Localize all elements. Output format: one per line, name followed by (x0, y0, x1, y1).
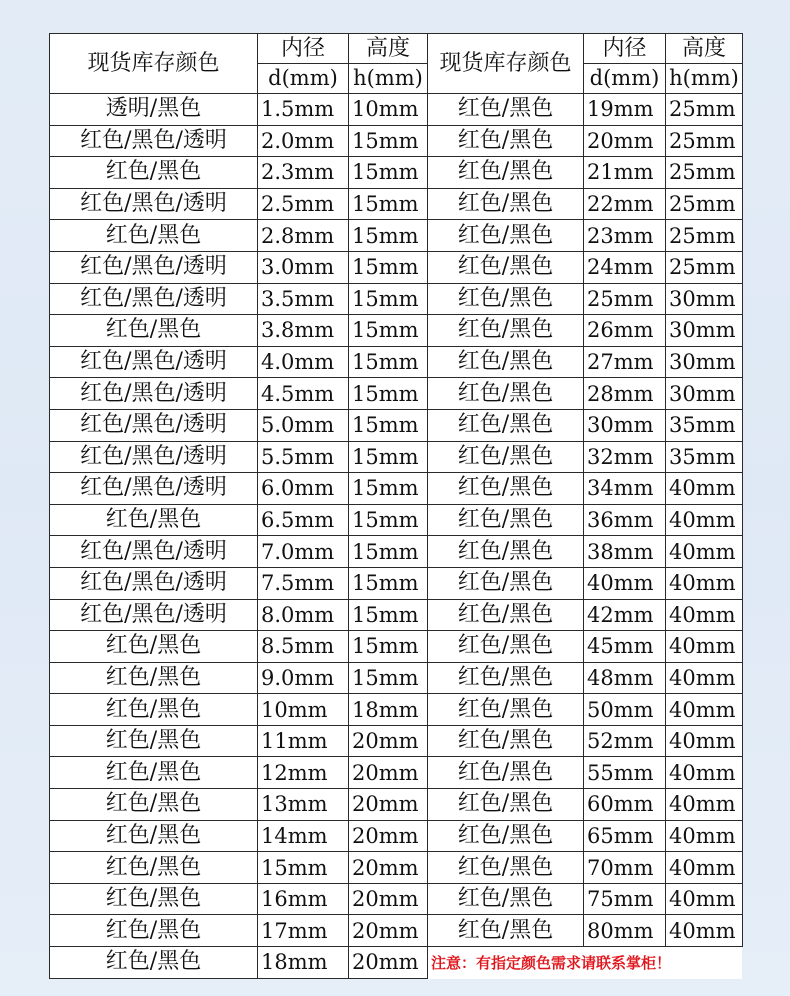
left-color-cell: 红色/黑色 (50, 694, 258, 726)
left-diameter-cell: 10mm (258, 694, 349, 726)
header-right-color: 现货库存颜色 (428, 34, 584, 94)
left-diameter-cell: 5.0mm (258, 409, 349, 441)
header-right-height: 高度 (666, 34, 743, 64)
left-diameter-cell: 12mm (258, 757, 349, 789)
table-row (50, 315, 743, 347)
left-color-cell: 红色/黑色 (50, 789, 258, 821)
header-left-height: 高度 (349, 34, 428, 64)
left-diameter-cell: 11mm (258, 725, 349, 757)
size-table-body (50, 34, 743, 979)
left-height-cell: 20mm (349, 852, 428, 884)
right-diameter-cell: 75mm (584, 883, 666, 915)
left-diameter-cell: 1.5mm (258, 94, 349, 126)
right-color-cell: 红色/黑色 (428, 915, 584, 947)
right-height-cell: 25mm (666, 125, 743, 157)
left-diameter-cell: 3.0mm (258, 251, 349, 283)
right-diameter-cell: 34mm (584, 473, 666, 505)
right-diameter-cell: 38mm (584, 536, 666, 568)
right-color-cell: 红色/黑色 (428, 662, 584, 694)
left-color-cell: 红色/黑色 (50, 315, 258, 347)
table-row (50, 567, 743, 599)
left-height-cell: 20mm (349, 883, 428, 915)
right-height-cell: 40mm (666, 757, 743, 789)
table-row (50, 251, 743, 283)
right-diameter-cell: 42mm (584, 599, 666, 631)
left-diameter-cell: 18mm (258, 947, 349, 979)
table-row (50, 820, 743, 852)
left-diameter-cell: 13mm (258, 789, 349, 821)
right-color-cell: 红色/黑色 (428, 346, 584, 378)
left-diameter-cell: 7.0mm (258, 536, 349, 568)
right-diameter-cell: 40mm (584, 567, 666, 599)
right-height-cell: 30mm (666, 315, 743, 347)
right-diameter-cell: 20mm (584, 125, 666, 157)
left-height-cell: 10mm (349, 94, 428, 126)
table-row (50, 283, 743, 315)
header-left-color: 现货库存颜色 (50, 34, 258, 94)
left-diameter-cell: 2.8mm (258, 220, 349, 252)
right-color-cell: 红色/黑色 (428, 188, 584, 220)
left-color-cell: 红色/黑色/透明 (50, 599, 258, 631)
right-diameter-cell: 45mm (584, 631, 666, 663)
table-row (50, 662, 743, 694)
left-diameter-cell: 2.0mm (258, 125, 349, 157)
right-diameter-cell: 50mm (584, 694, 666, 726)
left-height-cell: 15mm (349, 346, 428, 378)
left-height-cell: 15mm (349, 409, 428, 441)
table-row (50, 346, 743, 378)
right-color-cell: 红色/黑色 (428, 852, 584, 884)
left-height-cell: 15mm (349, 536, 428, 568)
right-height-cell: 25mm (666, 188, 743, 220)
left-diameter-cell: 4.5mm (258, 378, 349, 410)
left-color-cell: 红色/黑色 (50, 220, 258, 252)
right-color-cell: 红色/黑色 (428, 599, 584, 631)
left-height-cell: 15mm (349, 631, 428, 663)
left-diameter-cell: 6.0mm (258, 473, 349, 505)
left-height-cell: 20mm (349, 820, 428, 852)
header-right-height-unit: h(mm) (666, 64, 743, 94)
right-height-cell: 40mm (666, 599, 743, 631)
left-diameter-cell: 3.8mm (258, 315, 349, 347)
right-diameter-cell: 55mm (584, 757, 666, 789)
left-color-cell: 红色/黑色/透明 (50, 536, 258, 568)
left-height-cell: 15mm (349, 378, 428, 410)
left-diameter-cell: 14mm (258, 820, 349, 852)
right-height-cell: 35mm (666, 441, 743, 473)
left-color-cell: 红色/黑色 (50, 725, 258, 757)
left-color-cell: 红色/黑色 (50, 757, 258, 789)
header-left-diameter: 内径 (258, 34, 349, 64)
left-color-cell: 红色/黑色 (50, 852, 258, 884)
right-height-cell: 40mm (666, 852, 743, 884)
right-color-cell: 红色/黑色 (428, 883, 584, 915)
right-height-cell: 40mm (666, 536, 743, 568)
header-left-diameter-unit: d(mm) (258, 64, 349, 94)
right-color-cell: 红色/黑色 (428, 694, 584, 726)
left-color-cell: 红色/黑色 (50, 631, 258, 663)
left-height-cell: 15mm (349, 157, 428, 189)
left-color-cell: 红色/黑色/透明 (50, 409, 258, 441)
right-color-cell: 红色/黑色 (428, 536, 584, 568)
left-color-cell: 红色/黑色 (50, 883, 258, 915)
table-row-last (50, 947, 743, 979)
left-height-cell: 15mm (349, 441, 428, 473)
left-height-cell: 15mm (349, 315, 428, 347)
left-height-cell: 15mm (349, 251, 428, 283)
right-color-cell: 红色/黑色 (428, 473, 584, 505)
left-height-cell: 15mm (349, 567, 428, 599)
left-height-cell: 15mm (349, 504, 428, 536)
table-row (50, 473, 743, 505)
left-height-cell: 20mm (349, 789, 428, 821)
right-height-cell: 40mm (666, 915, 743, 947)
right-diameter-cell: 22mm (584, 188, 666, 220)
right-diameter-cell: 52mm (584, 725, 666, 757)
left-color-cell: 红色/黑色/透明 (50, 125, 258, 157)
right-color-cell: 红色/黑色 (428, 251, 584, 283)
right-height-cell: 25mm (666, 220, 743, 252)
right-color-cell: 红色/黑色 (428, 789, 584, 821)
right-height-cell: 35mm (666, 409, 743, 441)
right-diameter-cell: 80mm (584, 915, 666, 947)
table-row (50, 441, 743, 473)
right-height-cell: 40mm (666, 883, 743, 915)
table-row (50, 631, 743, 663)
stock-color-note: 注意：有指定颜色需求请联系掌柜！ (428, 947, 743, 979)
left-height-cell: 15mm (349, 188, 428, 220)
right-color-cell: 红色/黑色 (428, 157, 584, 189)
table-row (50, 536, 743, 568)
table-row (50, 915, 743, 947)
left-color-cell: 红色/黑色/透明 (50, 473, 258, 505)
header-row-top (50, 34, 743, 64)
right-diameter-cell: 30mm (584, 409, 666, 441)
right-color-cell: 红色/黑色 (428, 757, 584, 789)
right-diameter-cell: 21mm (584, 157, 666, 189)
right-diameter-cell: 27mm (584, 346, 666, 378)
left-diameter-cell: 2.5mm (258, 188, 349, 220)
right-color-cell: 红色/黑色 (428, 631, 584, 663)
left-height-cell: 15mm (349, 125, 428, 157)
right-color-cell: 红色/黑色 (428, 441, 584, 473)
table-row (50, 378, 743, 410)
table-row (50, 725, 743, 757)
header-left-height-unit: h(mm) (349, 64, 428, 94)
table-row (50, 157, 743, 189)
right-diameter-cell: 23mm (584, 220, 666, 252)
left-height-cell: 15mm (349, 473, 428, 505)
left-color-cell: 红色/黑色 (50, 504, 258, 536)
left-color-cell: 红色/黑色/透明 (50, 251, 258, 283)
left-color-cell: 红色/黑色/透明 (50, 188, 258, 220)
table-row (50, 188, 743, 220)
right-height-cell: 25mm (666, 94, 743, 126)
right-height-cell: 40mm (666, 662, 743, 694)
left-color-cell: 红色/黑色 (50, 820, 258, 852)
right-height-cell: 40mm (666, 473, 743, 505)
right-diameter-cell: 60mm (584, 789, 666, 821)
left-diameter-cell: 16mm (258, 883, 349, 915)
table-row (50, 409, 743, 441)
left-color-cell: 红色/黑色/透明 (50, 378, 258, 410)
header-right-diameter: 内径 (584, 34, 666, 64)
right-color-cell: 红色/黑色 (428, 283, 584, 315)
right-height-cell: 25mm (666, 251, 743, 283)
left-color-cell: 透明/黑色 (50, 94, 258, 126)
left-diameter-cell: 7.5mm (258, 567, 349, 599)
left-height-cell: 15mm (349, 599, 428, 631)
right-diameter-cell: 19mm (584, 94, 666, 126)
right-height-cell: 40mm (666, 789, 743, 821)
right-diameter-cell: 26mm (584, 315, 666, 347)
right-color-cell: 红色/黑色 (428, 125, 584, 157)
table-row (50, 220, 743, 252)
right-color-cell: 红色/黑色 (428, 378, 584, 410)
left-diameter-cell: 8.5mm (258, 631, 349, 663)
size-table (49, 33, 743, 979)
table-row (50, 852, 743, 884)
right-color-cell: 红色/黑色 (428, 567, 584, 599)
table-row (50, 599, 743, 631)
right-diameter-cell: 70mm (584, 852, 666, 884)
right-height-cell: 40mm (666, 504, 743, 536)
left-diameter-cell: 6.5mm (258, 504, 349, 536)
left-height-cell: 20mm (349, 915, 428, 947)
table-row (50, 789, 743, 821)
right-diameter-cell: 32mm (584, 441, 666, 473)
table-row (50, 504, 743, 536)
right-color-cell: 红色/黑色 (428, 820, 584, 852)
right-diameter-cell: 36mm (584, 504, 666, 536)
right-height-cell: 30mm (666, 283, 743, 315)
left-height-cell: 18mm (349, 694, 428, 726)
right-diameter-cell: 25mm (584, 283, 666, 315)
left-diameter-cell: 2.3mm (258, 157, 349, 189)
left-height-cell: 20mm (349, 947, 428, 979)
table-row (50, 125, 743, 157)
left-color-cell: 红色/黑色 (50, 157, 258, 189)
right-color-cell: 红色/黑色 (428, 725, 584, 757)
left-diameter-cell: 8.0mm (258, 599, 349, 631)
left-height-cell: 15mm (349, 283, 428, 315)
left-color-cell: 红色/黑色/透明 (50, 441, 258, 473)
left-diameter-cell: 4.0mm (258, 346, 349, 378)
left-height-cell: 20mm (349, 725, 428, 757)
right-height-cell: 25mm (666, 157, 743, 189)
right-height-cell: 40mm (666, 631, 743, 663)
left-diameter-cell: 17mm (258, 915, 349, 947)
left-color-cell: 红色/黑色 (50, 947, 258, 979)
right-height-cell: 30mm (666, 378, 743, 410)
right-diameter-cell: 24mm (584, 251, 666, 283)
right-height-cell: 40mm (666, 694, 743, 726)
left-color-cell: 红色/黑色/透明 (50, 567, 258, 599)
right-color-cell: 红色/黑色 (428, 504, 584, 536)
header-right-diameter-unit: d(mm) (584, 64, 666, 94)
left-diameter-cell: 5.5mm (258, 441, 349, 473)
right-diameter-cell: 48mm (584, 662, 666, 694)
right-color-cell: 红色/黑色 (428, 94, 584, 126)
left-height-cell: 15mm (349, 220, 428, 252)
left-color-cell: 红色/黑色 (50, 915, 258, 947)
left-height-cell: 15mm (349, 662, 428, 694)
left-height-cell: 20mm (349, 757, 428, 789)
right-height-cell: 40mm (666, 725, 743, 757)
left-diameter-cell: 9.0mm (258, 662, 349, 694)
left-color-cell: 红色/黑色/透明 (50, 283, 258, 315)
right-height-cell: 40mm (666, 567, 743, 599)
right-diameter-cell: 28mm (584, 378, 666, 410)
table-row (50, 694, 743, 726)
table-row (50, 757, 743, 789)
right-height-cell: 40mm (666, 820, 743, 852)
right-diameter-cell: 65mm (584, 820, 666, 852)
right-color-cell: 红色/黑色 (428, 315, 584, 347)
left-diameter-cell: 3.5mm (258, 283, 349, 315)
left-color-cell: 红色/黑色/透明 (50, 346, 258, 378)
right-height-cell: 30mm (666, 346, 743, 378)
table-row (50, 883, 743, 915)
size-table-sheet (49, 33, 742, 979)
left-color-cell: 红色/黑色 (50, 662, 258, 694)
table-row (50, 94, 743, 126)
left-diameter-cell: 15mm (258, 852, 349, 884)
right-color-cell: 红色/黑色 (428, 409, 584, 441)
right-color-cell: 红色/黑色 (428, 220, 584, 252)
